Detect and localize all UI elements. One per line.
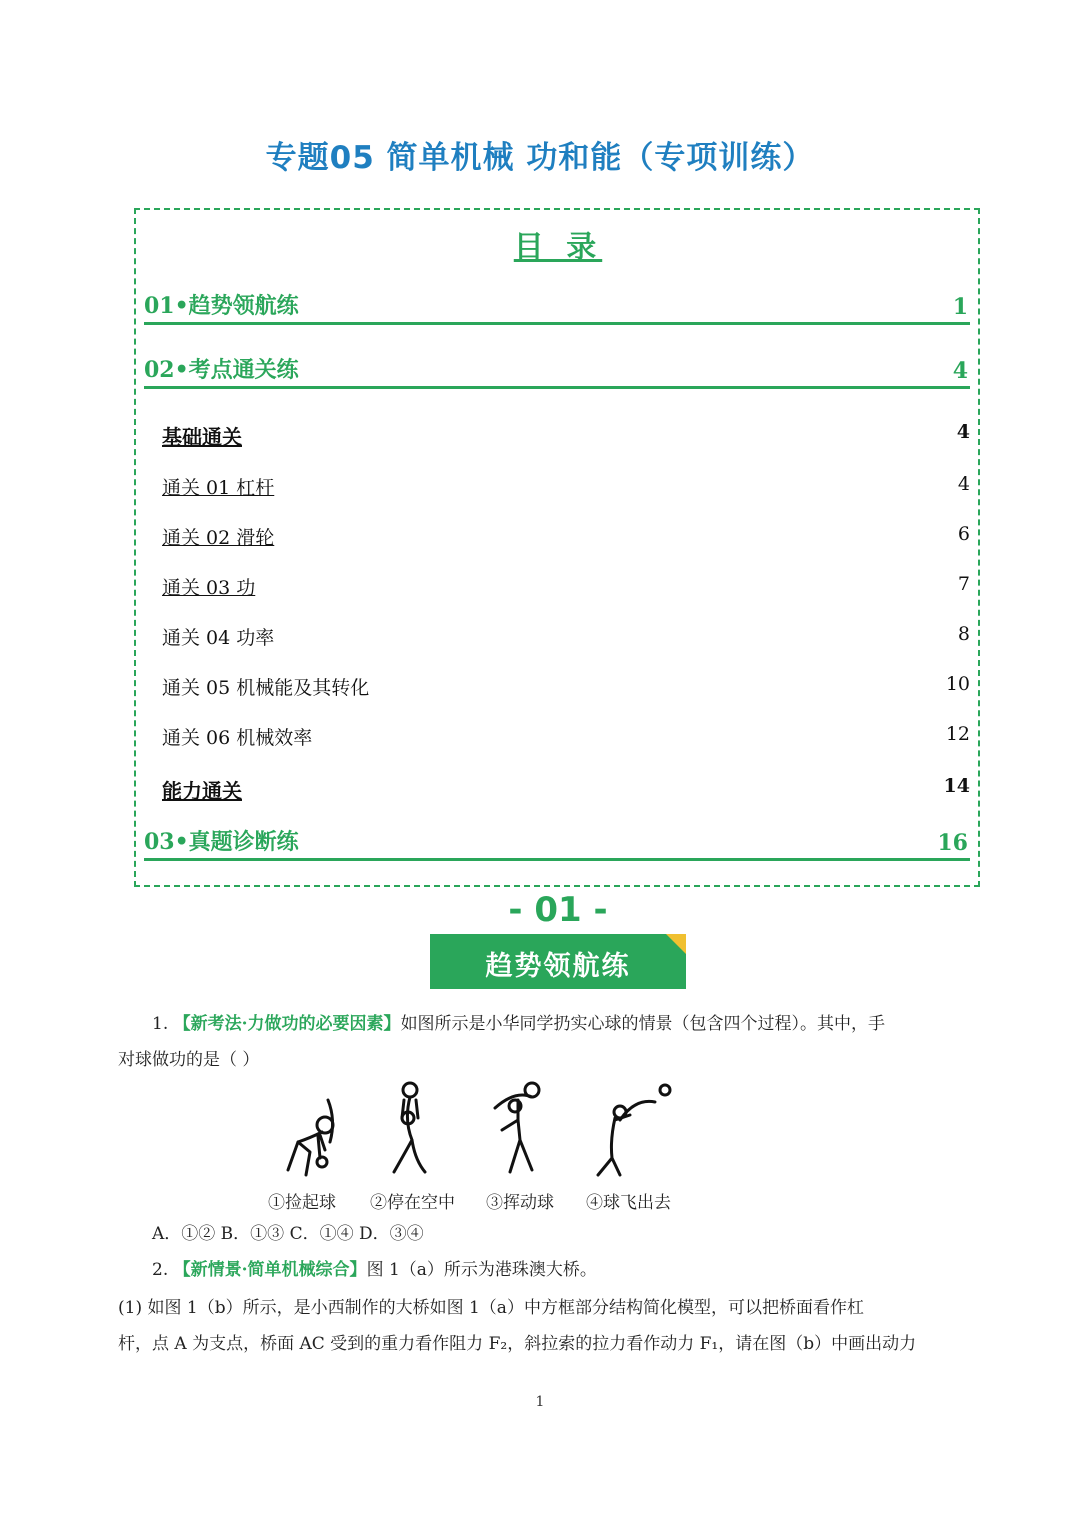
toc-sub-label: 通关 01 杠杆 [162, 477, 275, 499]
toc-sub-page: 8 [957, 623, 970, 645]
figure-caption: ①捡起球 [268, 1193, 336, 1213]
toc-section-01[interactable] [144, 292, 970, 325]
section-number: - 01 - [508, 890, 608, 930]
figure-caption: ③挥动球 [486, 1193, 554, 1213]
question-text: 如图所示是小华同学扔实心球的情景（包含四个过程）。其中，手 [400, 1014, 886, 1034]
toc-section-label: 03•真题诊断练 [144, 829, 299, 855]
question-2-line2: (1) 如图 1（b）所示，是小西制作的大桥如图 1（a）中方框部分结构简化模型，可以把桥面看作杠 [118, 1298, 864, 1318]
figure-caption: ④球飞出去 [586, 1193, 671, 1213]
toc-sub-label: 通关 03 功 [162, 577, 256, 599]
toc-sub-label: 通关 05 机械能及其转化 [162, 677, 370, 699]
page-number: 1 [535, 1394, 545, 1410]
toc-sub-ability[interactable] [162, 775, 970, 805]
figure-ball-fly [598, 1085, 670, 1175]
toc-sub-item[interactable] [162, 623, 970, 653]
toc-sub-page: 4 [957, 473, 970, 495]
figure-pick-up [288, 1100, 333, 1175]
toc-sub-item[interactable] [162, 523, 970, 553]
page-title: 专题05 简单机械 功和能（专项训练） [265, 140, 815, 176]
toc-sub-page: 10 [945, 673, 970, 695]
toc-section-page: 4 [952, 358, 968, 384]
question-1-options: A．①② B．①③ C．①④ D．③④ [152, 1224, 424, 1244]
section-badge-label: 趋势领航练 [485, 951, 631, 982]
toc-sub-label: 通关 06 机械效率 [162, 727, 313, 749]
question-number: 2. [152, 1260, 169, 1280]
figure-swing [495, 1083, 539, 1172]
toc-heading: 目 录 [513, 230, 603, 265]
toc-sub-page: 12 [945, 723, 970, 745]
toc-sub-label: 能力通关 [162, 779, 242, 803]
question-text: 图 1（a）所示为港珠澳大桥。 [366, 1260, 597, 1280]
figure-caption: ②停在空中 [370, 1193, 455, 1213]
question-number: 1. [152, 1014, 169, 1034]
toc-sub-label: 基础通关 [162, 425, 242, 449]
toc-section-page: 1 [952, 294, 968, 320]
toc-sub-item[interactable] [162, 573, 970, 603]
question-1-line2: 对球做功的是（ ） [118, 1050, 260, 1070]
question-tag: 【新情景·简单机械综合】 [173, 1260, 367, 1280]
toc-section-02[interactable] [144, 356, 970, 389]
toc-section-label: 01•趋势领航练 [144, 293, 299, 319]
toc-section-page: 16 [937, 830, 968, 856]
toc-sub-page: 4 [956, 421, 970, 443]
toc-sub-label: 通关 02 滑轮 [162, 527, 275, 549]
toc-sub-page: 7 [957, 573, 970, 595]
toc-sub-item[interactable] [162, 673, 970, 703]
question-1-line1 [152, 1006, 982, 1042]
question-tag: 【新考法·力做功的必要因素】 [173, 1014, 401, 1034]
question-2-line3: 杆，点 A 为支点，桥面 AC 受到的重力看作阻力 F₂，斜拉索的拉力看作动力 F₁，请在图（b）中画出动力 [118, 1334, 917, 1354]
figure-hold-air [394, 1083, 425, 1172]
toc-section-label: 02•考点通关练 [144, 357, 299, 383]
throwing-figures-illustration [270, 1080, 690, 1185]
question-2-line1 [152, 1252, 982, 1288]
toc-sub-page: 6 [957, 523, 970, 545]
toc-sub-label: 通关 04 功率 [162, 627, 275, 649]
toc-section-03[interactable] [144, 828, 970, 861]
toc-sub-page: 14 [943, 775, 970, 797]
toc-sub-item[interactable] [162, 473, 970, 503]
toc-sub-basic[interactable] [162, 421, 970, 451]
toc-sub-item[interactable] [162, 723, 970, 753]
